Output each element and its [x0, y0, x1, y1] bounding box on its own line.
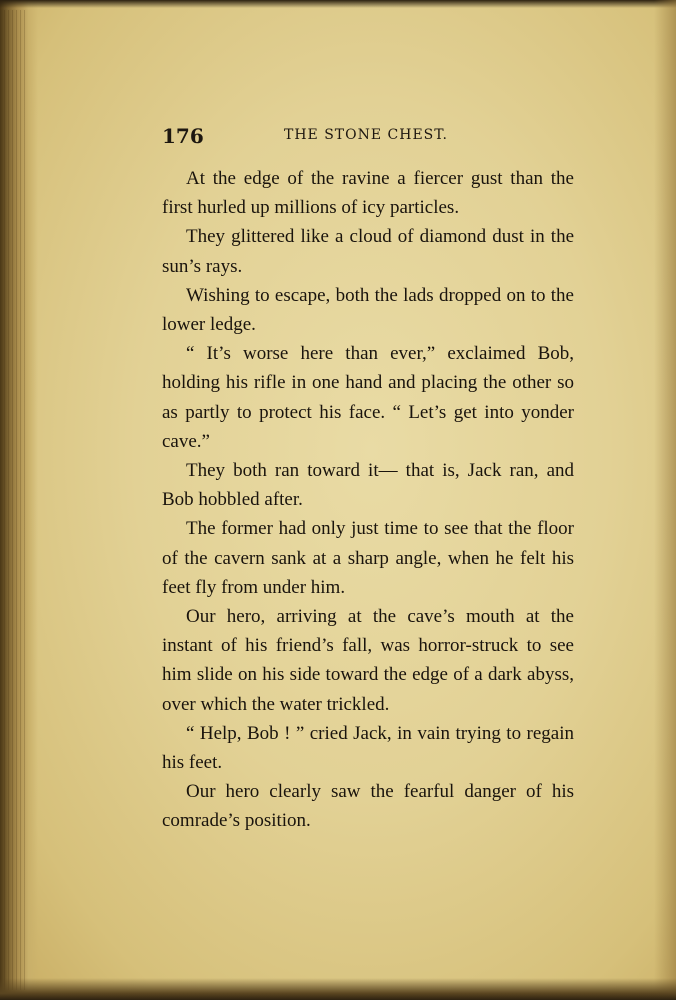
- book-spine: [0, 0, 38, 1000]
- page-number: 176: [162, 124, 204, 148]
- bottom-shadow: [0, 978, 676, 1000]
- paragraph: Our hero, arriving at the cave’s mouth at the instant of his friend’s fall, was horror-struck to see him slide on his side toward the edge of a dark abyss, over which the water trickled.: [162, 606, 574, 715]
- paragraph: Wishing to escape, both the lads dropped on to the lower ledge.: [162, 284, 574, 336]
- paragraph: At the edge of the ravine a fiercer gust than the first hurled up millions of icy particles.: [162, 168, 574, 219]
- paragraph: They glittered like a cloud of diamond dust in the sun’s rays.: [162, 226, 574, 277]
- page-edges: [4, 10, 28, 990]
- paragraph: “ It’s worse here than ever,” exclaimed Bob, holding his rifle in one hand and placing the other so as partly to protect his face. “ Let’s get into yonder cave.”: [162, 343, 574, 452]
- paragraph: The former had only just time to see that the floor of the cavern sank at a sharp angle, when he felt his feet fly from under him.: [162, 518, 574, 598]
- body-text: [162, 164, 574, 836]
- paragraph: They both ran toward it— that is, Jack ran, and Bob hobbled after.: [162, 460, 574, 511]
- right-shadow: [654, 0, 676, 1000]
- page-header: [162, 124, 582, 154]
- top-shadow: [0, 0, 676, 8]
- paragraph: “ Help, Bob ! ” cried Jack, in vain trying to regain his feet.: [162, 722, 574, 774]
- paragraph: Our hero clearly saw the fearful danger of his comrade’s position.: [162, 781, 574, 832]
- running-head: THE STONE CHEST.: [284, 127, 449, 143]
